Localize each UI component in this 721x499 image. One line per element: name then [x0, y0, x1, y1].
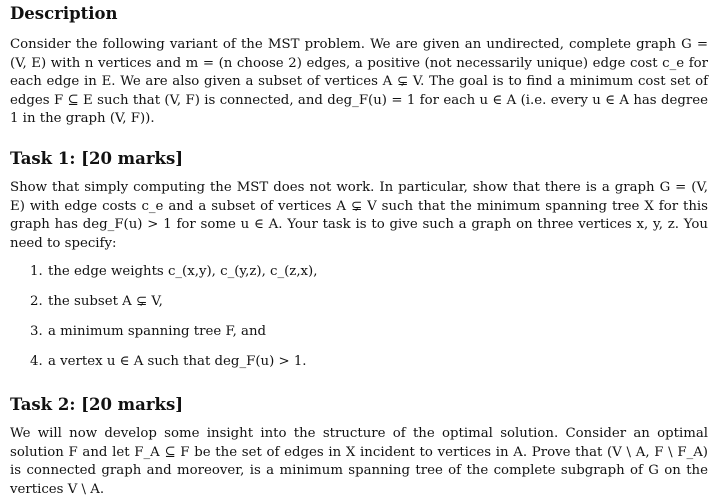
list-item	[10, 293, 708, 311]
description-heading: Description	[10, 4, 118, 23]
list-item-text: a vertex u ∈ A such that deg_F(u) > 1.	[48, 354, 307, 370]
list-item-number: 2.	[30, 294, 43, 310]
task2-body: We will now develop some insight into the structure of the optimal solution. Consider an optimal solution F and let F_A ⊆ F be the set of edges in X incident to vertices in A. Prove that (V \ A, F \ F_A) is connected graph and moreover, is a minimum spanning tree of the complete subgraph of G on the vertices V \ A.	[10, 426, 708, 497]
list-item	[10, 323, 708, 341]
list-item	[10, 263, 708, 281]
task1-heading: Task 1: [20 marks]	[10, 149, 184, 168]
list-item-text: the subset A ⊊ V,	[48, 294, 163, 310]
list-item-number: 4.	[30, 354, 43, 370]
task2-section	[10, 395, 708, 499]
description-body: Consider the following variant of the MST problem. We are given an undirected, complete graph G = (V, E) with n vertices and m = (n choose 2) edges, a positive (not necessarily unique) edge cost c_e for each edge in E. We are also given a subset of vertices A ⊊ V. The goal is to find a minimum cost set of edges F ⊆ E such that (V, F) is connected, and deg_F(u) = 1 for each u ∈ A (i.e. every u ∈ A has degree 1 in the graph (V, F)).	[10, 37, 708, 127]
task1-body: Show that simply computing the MST does not work. In particular, show that there is a graph G = (V, E) with edge costs c_e and a subset of vertices A ⊊ V such that the minimum spanning tree X for this graph has deg_F(u) > 1 for some u ∈ A. Your task is to give such a graph on three vertices x, y, z. You need to specify:	[10, 180, 708, 251]
task2-heading: Task 2: [20 marks]	[10, 395, 184, 414]
task1-section	[10, 149, 708, 383]
description-section	[10, 4, 708, 129]
list-item-text: a minimum spanning tree F, and	[48, 324, 267, 340]
list-item-number: 3.	[30, 324, 43, 340]
list-item-text: the edge weights c_(x,y), c_(y,z), c_(z,x),	[48, 264, 318, 280]
list-item	[10, 353, 708, 371]
task1-list	[10, 263, 708, 371]
list-item-number: 1.	[30, 264, 43, 280]
